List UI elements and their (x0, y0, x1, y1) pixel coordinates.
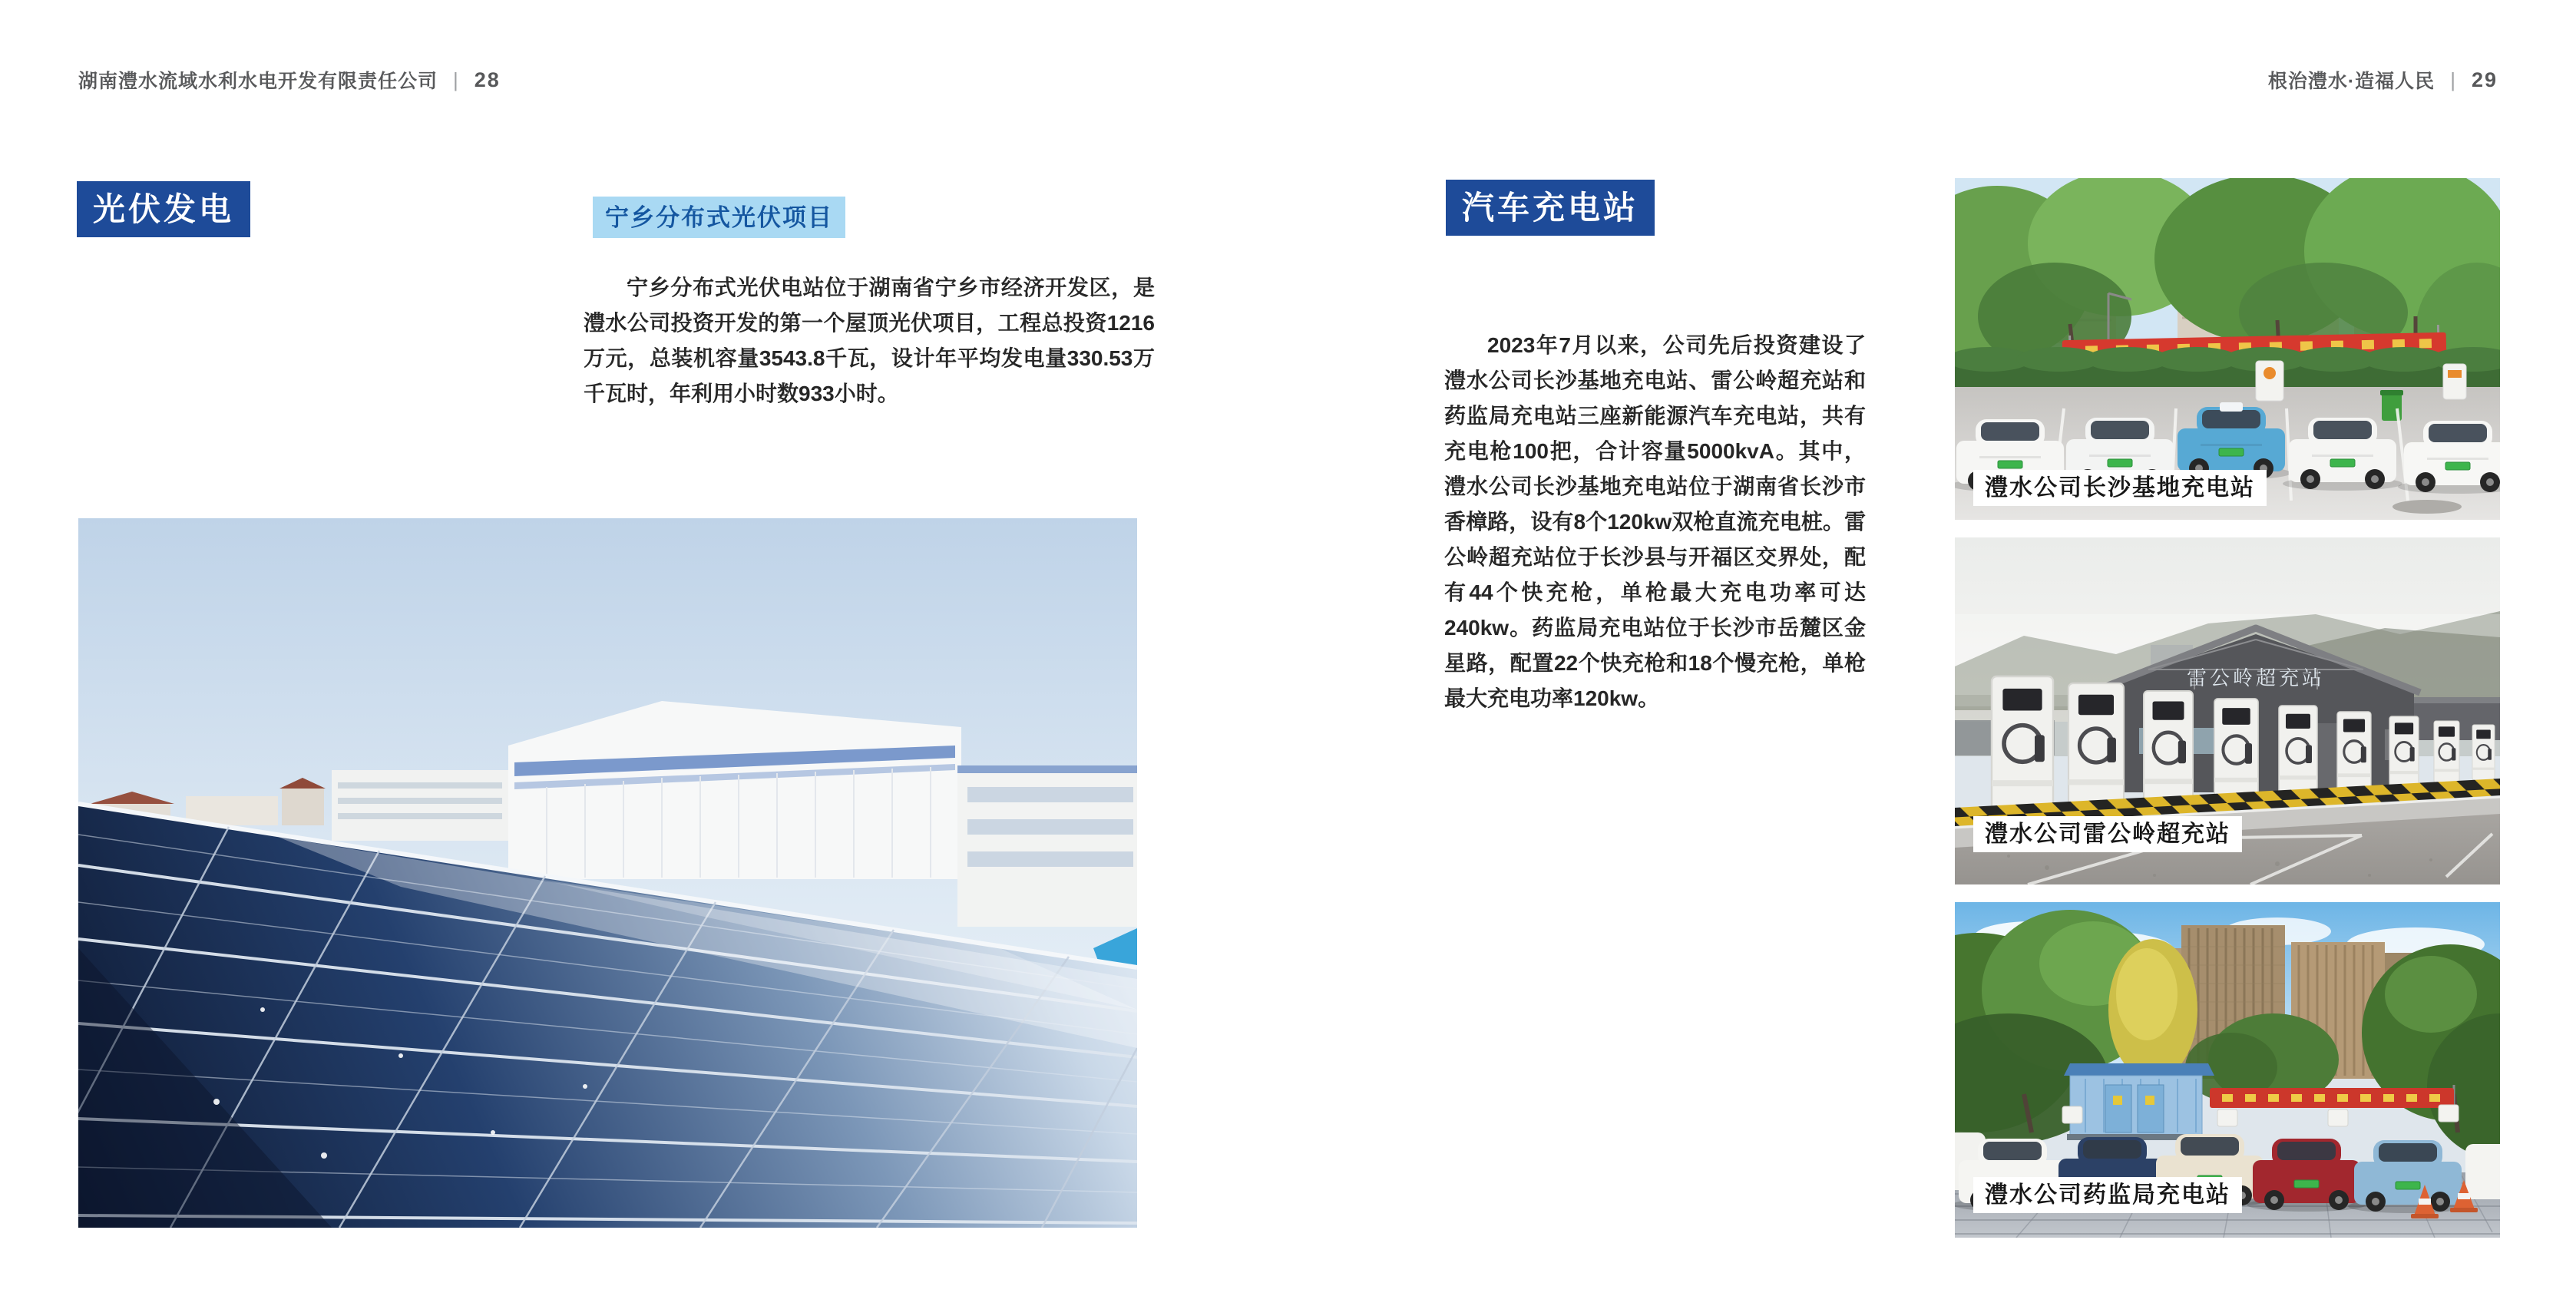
changsha-base-station-photo (1955, 178, 2500, 520)
rooftop-solar-panels-photo (78, 518, 1137, 1228)
photo-caption: 澧水公司药监局充电站 (1973, 1177, 2242, 1213)
changsha-photo-illustration (1955, 178, 2500, 520)
header-divider: | (2450, 68, 2456, 91)
page-number-right: 29 (2471, 68, 2498, 91)
section-title-charging-station: 汽车充电站 (1446, 180, 1655, 236)
transformer-cabin (2064, 1063, 2214, 1140)
station-building-sign: 雷公岭超充站 (2186, 666, 2326, 689)
photo-caption: 澧水公司雷公岭超充站 (1973, 816, 2242, 852)
manhole (2392, 500, 2462, 514)
hedge (1955, 347, 2500, 392)
photo-caption: 澧水公司长沙基地充电站 (1973, 470, 2267, 506)
right-page-header (2268, 66, 2498, 94)
leigongling-station-photo (1955, 537, 2500, 884)
solar-photo-illustration (78, 518, 1137, 1228)
page-number-left: 28 (474, 68, 501, 91)
section-title-photovoltaic: 光伏发电 (77, 181, 250, 237)
slogan: 根治澧水·造福人民 (2267, 71, 2435, 92)
photovoltaic-paragraph: 宁乡分布式光伏电站位于湖南省宁乡市经济开发区，是澧水公司投资开发的第一个屋顶光伏项目，工程总投资1216万元，总装机容量3543.8千瓦，设计年平均发电量330.53万千瓦时，年利用小时数933小时。 (584, 276, 1155, 405)
left-page-header (78, 66, 501, 94)
taxi-roof-sign (2220, 402, 2243, 412)
yaojianju-station-photo (1955, 902, 2500, 1238)
charging-station-paragraph: 2023年7月以来，公司先后投资建设了澧水公司长沙基地充电站、雷公岭超充站和药监局充电站三座新能源汽车充电站，共有充电枪100把，合计容量5000kvA。其中，澧水公司长沙基地充电站位于湖南省长沙市香樟路，设有8个120kw双枪直流充电桩。雷公岭超充站位于长沙县与开福区交界处，配有44个快充枪，单枪最大充电功率可达240kw。药监局充电站位于长沙市岳麓区金星路，配置22个快充枪和18个慢充枪，单枪最大充电功率120kw。 (1444, 333, 1866, 710)
company-name: 湖南澧水流域水利水电开发有限责任公司 (78, 71, 438, 92)
project-title-ningxiang: 宁乡分布式光伏项目 (593, 197, 845, 238)
header-divider: | (453, 68, 459, 91)
